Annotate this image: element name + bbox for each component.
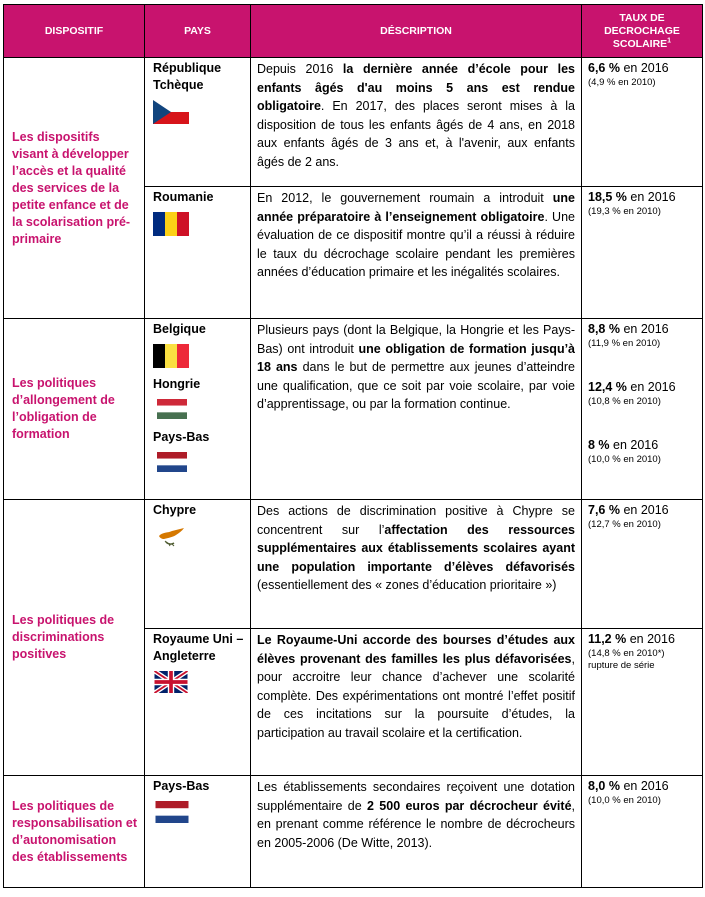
- description-text: En 2012, le gouvernement roumain a introduit: [257, 191, 553, 205]
- country-name: Roumanie: [153, 190, 214, 204]
- description-cell: [251, 500, 582, 629]
- rate-previous: (10,0 % en 2010): [588, 454, 661, 465]
- country-name: République Tchèque: [153, 61, 222, 92]
- rate-value: 8,0 % en 2016: [588, 779, 669, 793]
- description-highlight: Le Royaume-Uni accorde des bourses d’études aux élèves provenant des familles les plus défavorisées: [257, 633, 575, 666]
- header-taux-label: TAUX DE DECROCHAGE SCOLAIRE: [604, 11, 680, 50]
- description-text: Des actions de discrimination positive à Chypre se concentrent sur l’: [257, 504, 575, 537]
- table-row: [4, 776, 703, 888]
- country-name: Royaume Uni – Angleterre: [153, 632, 244, 663]
- cyprus-flag-icon: [153, 525, 189, 549]
- rate-cell: [582, 629, 703, 776]
- rate-cell: [582, 500, 703, 629]
- header-row: [4, 5, 703, 58]
- dispositif-cell: Les politiques de responsabilisation et d’autonomisation des établissements: [4, 776, 145, 888]
- belgium-flag-icon: [153, 344, 189, 368]
- rate-cell: [582, 319, 703, 500]
- rate-previous: (4,9 % en 2010): [588, 77, 656, 88]
- dispositif-cell: Les dispositifs visant à développer l’accès et la qualité des services de la petite enfance et de la scolarisation pré-primaire: [4, 58, 145, 319]
- description-highlight: la dernière année d’école pour les enfants âgés d'au moins 5 ans est rendue obligatoire: [257, 62, 576, 113]
- country-name: Hongrie: [153, 377, 201, 391]
- rate-value: 7,6 % en 2016: [588, 503, 669, 517]
- rate-value: 18,5 % en 2016: [588, 190, 676, 204]
- country-cell: [145, 58, 251, 187]
- table-row: [4, 500, 703, 629]
- romania-flag-icon: [153, 212, 189, 236]
- rate-note: rupture de série: [588, 660, 655, 671]
- country-cell: [145, 776, 251, 888]
- description-text: Depuis 2016: [257, 62, 343, 76]
- uk-flag-icon: [153, 671, 189, 693]
- description-text: Les établissements secondaires reçoivent une dotation supplémentaire de: [257, 780, 575, 813]
- header-description: DÉSCRIPTION: [251, 5, 582, 58]
- description-text: dans le but de permettre aux jeunes d’atteindre une qualification, que ce soit par voie scolaire, par voie d’apprentissage, ou par la formation continue.: [257, 360, 575, 411]
- description-text: . Une évaluation de ce dispositif montre qu’il a réussi à réduire le taux du décrochage scolaire pendant les premières années d’éducation primaire et les inégalités scolaires.: [257, 209, 575, 279]
- country-name: Chypre: [153, 503, 197, 517]
- rate-value: 8 % en 2016: [588, 438, 659, 452]
- header-taux-footnote: 1: [667, 37, 672, 44]
- description-highlight: 2 500 euros par décrocheur évité: [367, 798, 572, 813]
- rate-value: 6,6 % en 2016: [588, 61, 669, 75]
- description-highlight: affectation des ressources supplémentaires aux établissements scolaires ayant une population importante d’élèves défavorisés: [257, 522, 575, 574]
- description-text: (essentiellement des « zones d’éducation prioritaire »): [257, 578, 557, 592]
- table-row: [4, 319, 703, 500]
- hungary-flag-icon: [153, 399, 191, 419]
- description-highlight: une année préparatoire à l’enseignement obligatoire: [257, 191, 575, 224]
- country-cell: [145, 629, 251, 776]
- description-cell: [251, 629, 582, 776]
- description-text: , en prenant comme référence le nombre de décrocheurs en 2005-2006 (De Witte, 2013).: [257, 798, 576, 850]
- description-text: Plusieurs pays (dont la Belgique, la Hongrie et les Pays-Bas) ont introduit: [257, 323, 575, 356]
- description-text: , pour accroitre leur chance d’achever une scolarité complète. Des expérimentations ont montré l’effet positif de ces incitations sur la poursuite d’études, la participation au travail scolaire et la certification.: [257, 651, 575, 740]
- rate-value: 12,4 % en 2016: [588, 380, 676, 394]
- rate-value: 11,2 % en 2016: [588, 632, 675, 646]
- netherlands-flag-icon: [153, 801, 191, 823]
- description-cell: [251, 319, 582, 500]
- czech-flag-icon: [153, 100, 189, 124]
- country-cell: [145, 187, 251, 319]
- dispositif-cell: Les politiques de discriminations positives: [4, 500, 145, 776]
- rate-previous: (10,0 % en 2010): [588, 795, 661, 806]
- header-dispositif: DISPOSITIF: [4, 5, 145, 58]
- header-pays: PAYS: [145, 5, 251, 58]
- rate-previous: (10,8 % en 2010): [588, 396, 661, 407]
- description-cell: [251, 776, 582, 888]
- description-highlight: une obligation de formation jusqu’à 18 ans: [257, 341, 576, 374]
- header-taux: [582, 5, 703, 58]
- country-name: Pays-Bas: [153, 430, 210, 444]
- description-text: . En 2017, des places seront mises à la disposition de tous les enfants âgés de 4 ans, en 2018 aux enfants âgés de 3 ans et, à l'avenir, aux enfants âgés de 2 ans.: [257, 99, 575, 169]
- rate-previous: (12,7 % en 2010): [588, 519, 661, 530]
- rate-value: 8,8 % en 2016: [588, 322, 669, 336]
- rate-previous: (19,3 % en 2010): [588, 206, 661, 217]
- rate-cell: [582, 776, 703, 888]
- dropout-measures-table: [3, 4, 703, 888]
- table-row: [4, 58, 703, 187]
- dispositif-cell: Les politiques d’allongement de l’obligation de formation: [4, 319, 145, 500]
- rate-cell: [582, 187, 703, 319]
- country-name: Pays-Bas: [153, 779, 210, 793]
- country-cell: [145, 319, 251, 500]
- country-cell: [145, 500, 251, 629]
- rate-previous: (14,8 % en 2010*): [588, 648, 665, 659]
- description-cell: [251, 58, 582, 187]
- description-cell: [251, 187, 582, 319]
- rate-cell: [582, 58, 703, 187]
- netherlands-flag-icon: [153, 452, 191, 472]
- rate-previous: (11,9 % en 2010): [588, 338, 661, 349]
- country-name: Belgique: [153, 322, 206, 336]
